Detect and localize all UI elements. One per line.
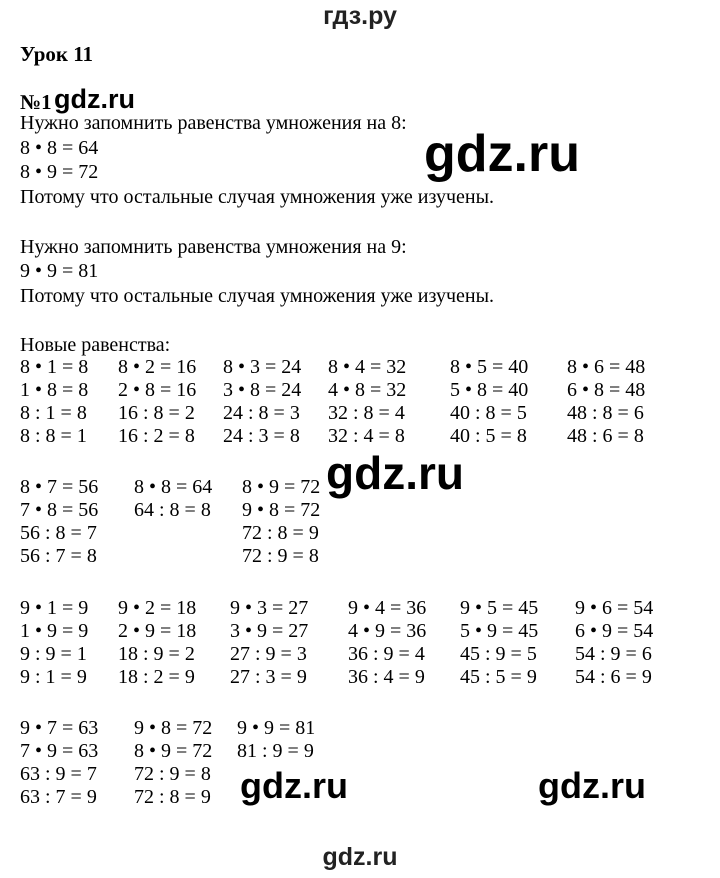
equation: 9 • 3 = 27 <box>230 597 309 619</box>
equation-row <box>20 620 685 643</box>
equation: 6 • 8 = 48 <box>567 379 646 401</box>
equation: 36 : 9 = 4 <box>348 643 425 665</box>
equation: 9 • 7 = 63 <box>20 717 99 739</box>
equation: 9 : 9 = 1 <box>20 643 87 665</box>
equation: 6 • 9 = 54 <box>575 620 654 642</box>
task-number: №1 <box>20 90 52 114</box>
equation: 8 • 9 = 72 <box>242 476 321 498</box>
equation: 9 • 9 = 81 <box>237 717 316 739</box>
equation: 56 : 8 = 7 <box>20 522 97 544</box>
equation: 1 • 9 = 9 <box>20 620 89 642</box>
equation: 48 : 8 = 6 <box>567 402 644 424</box>
equation: 8 • 7 = 56 <box>20 476 99 498</box>
equation-row <box>20 597 685 620</box>
equation-row <box>20 643 685 666</box>
equation: 9 • 1 = 9 <box>20 597 89 619</box>
equation: 72 : 9 = 8 <box>242 545 319 567</box>
equation: 32 : 8 = 4 <box>328 402 405 424</box>
equation: 8 • 8 = 64 <box>134 476 213 498</box>
equation: 9 • 5 = 45 <box>460 597 539 619</box>
lesson-title: Урок 11 <box>20 42 94 66</box>
equation: 27 : 3 = 9 <box>230 666 307 688</box>
equation-row <box>20 356 677 379</box>
equation: 18 : 9 = 2 <box>118 643 195 665</box>
equation: 5 • 9 = 45 <box>460 620 539 642</box>
equation: 24 : 8 = 3 <box>223 402 300 424</box>
equation: 5 • 8 = 40 <box>450 379 529 401</box>
equation <box>134 545 242 568</box>
site-header: гдз.ру <box>323 2 397 30</box>
equation: 64 : 8 = 8 <box>134 499 211 521</box>
equation: 8 • 1 = 8 <box>20 356 89 378</box>
equation-row <box>20 717 347 740</box>
new-equalities-title: Новые равенства: <box>20 334 171 356</box>
equation: 8 : 1 = 8 <box>20 402 87 424</box>
equation: 54 : 6 = 9 <box>575 666 652 688</box>
equation: 7 • 8 = 56 <box>20 499 99 521</box>
equation-row <box>20 476 352 499</box>
equation: 27 : 9 = 3 <box>230 643 307 665</box>
equation: 63 : 7 = 9 <box>20 786 97 808</box>
para1-note: Потому что остальные случая умножения уже изучены. <box>20 186 495 208</box>
equation: 40 : 5 = 8 <box>450 425 527 447</box>
equation: 8 • 3 = 24 <box>223 356 302 378</box>
para2-eq1: 9 • 9 = 81 <box>20 260 99 282</box>
equation: 63 : 9 = 7 <box>20 763 97 785</box>
equalities-block-9-part1 <box>20 597 685 689</box>
equation: 36 : 4 = 9 <box>348 666 425 688</box>
equation: 45 : 9 = 5 <box>460 643 537 665</box>
equation: 8 • 5 = 40 <box>450 356 529 378</box>
watermark: gdz.ru <box>538 765 646 806</box>
equation: 40 : 8 = 5 <box>450 402 527 424</box>
equation-row <box>20 522 352 545</box>
equation <box>134 522 242 545</box>
equation: 16 : 8 = 2 <box>118 402 195 424</box>
equation-row <box>20 740 347 763</box>
watermark: gdz.ru <box>424 125 580 183</box>
equation: 9 • 8 = 72 <box>134 717 213 739</box>
equation-row <box>20 545 352 568</box>
equation: 8 • 2 = 16 <box>118 356 197 378</box>
equation-row <box>20 666 685 689</box>
para2-intro: Нужно запомнить равенства умножения на 9: <box>20 236 407 258</box>
watermark: gdz.ru <box>240 765 348 806</box>
equation: 48 : 6 = 8 <box>567 425 644 447</box>
equation: 2 • 9 = 18 <box>118 620 197 642</box>
equation: 16 : 2 = 8 <box>118 425 195 447</box>
equation: 32 : 4 = 8 <box>328 425 405 447</box>
equation: 8 : 8 = 1 <box>20 425 87 447</box>
equation: 72 : 9 = 8 <box>134 763 211 785</box>
equalities-block-8-part2 <box>20 476 352 568</box>
equation: 7 • 9 = 63 <box>20 740 99 762</box>
equation: 4 • 9 = 36 <box>348 620 427 642</box>
equation-row <box>20 499 352 522</box>
equation: 24 : 3 = 8 <box>223 425 300 447</box>
equation: 72 : 8 = 9 <box>134 786 211 808</box>
equation: 9 • 8 = 72 <box>242 499 321 521</box>
equation: 3 • 9 = 27 <box>230 620 309 642</box>
para1-intro: Нужно запомнить равенства умножения на 8: <box>20 112 407 134</box>
equation: 56 : 7 = 8 <box>20 545 97 567</box>
equation: 3 • 8 = 24 <box>223 379 302 401</box>
para2-note: Потому что остальные случая умножения уже изучены. <box>20 285 495 307</box>
site-footer: gdz.ru <box>322 843 398 871</box>
equation: 1 • 8 = 8 <box>20 379 89 401</box>
equation: 8 • 9 = 72 <box>134 740 213 762</box>
equation: 54 : 9 = 6 <box>575 643 652 665</box>
equation-row <box>20 379 677 402</box>
equation: 2 • 8 = 16 <box>118 379 197 401</box>
equation: 45 : 5 = 9 <box>460 666 537 688</box>
equation: 9 • 4 = 36 <box>348 597 427 619</box>
equation: 72 : 8 = 9 <box>242 522 319 544</box>
equation: 9 • 2 = 18 <box>118 597 197 619</box>
para1-eq2: 8 • 9 = 72 <box>20 161 99 183</box>
para1-eq1: 8 • 8 = 64 <box>20 137 99 159</box>
watermark: gdz.ru <box>326 447 464 499</box>
equalities-block-8-part1 <box>20 356 677 448</box>
equation-row <box>20 402 677 425</box>
equation: 18 : 2 = 9 <box>118 666 195 688</box>
equation: 9 : 1 = 9 <box>20 666 87 688</box>
watermark-inline: gdz.ru <box>54 84 135 114</box>
equation: 8 • 4 = 32 <box>328 356 407 378</box>
equation: 8 • 6 = 48 <box>567 356 646 378</box>
equation: 9 • 6 = 54 <box>575 597 654 619</box>
equation-row <box>20 425 677 448</box>
equation: 4 • 8 = 32 <box>328 379 407 401</box>
equation: 81 : 9 = 9 <box>237 740 314 762</box>
